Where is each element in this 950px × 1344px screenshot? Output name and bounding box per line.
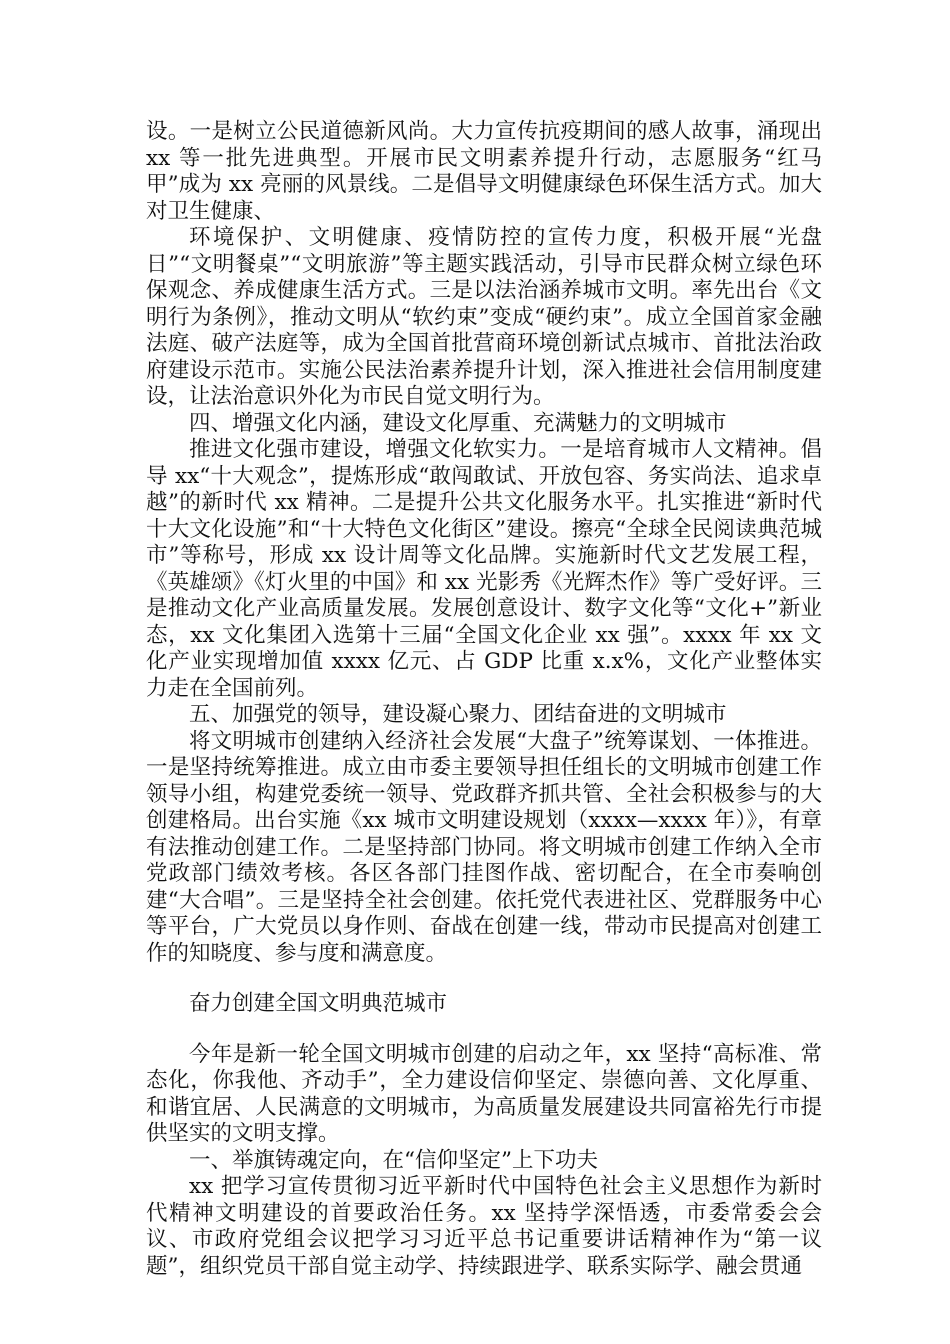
body-paragraph: 今年是新一轮全国文明城市创建的启动之年，xx 坚持“高标准、常态化，你我他、齐动手”，全力建设信仰坚定、崇德向善、文化厚重、和谐宜居、人民满意的文明城市，为高质量发展建设共同富裕先行市提供坚实的文明支撑。: [146, 1041, 822, 1146]
section-heading: 四、增强文化内涵，建设文化厚重、充满魅力的文明城市: [189, 410, 727, 436]
section-heading: 一、举旗铸魂定向，在“信仰坚定”上下功夫: [189, 1147, 598, 1173]
body-paragraph: 环境保护、文明健康、疫情防控的宣传力度，积极开展“光盘日”“文明餐桌”“文明旅游”等主题实践活动，引导市民群众树立绿色环保观念、养成健康生活方式。三是以法治涵养城市文明。率先出台《文明行为条例》，推动文明从“软约束”变成“硬约束”。成立全国首家金融法庭、破产法庭等，成为全国首批营商环境创新试点城市、首批法治政府建设示范市。实施公民法治素养提升计划，深入推进社会信用制度建设，让法治意识外化为市民自觉文明行为。: [146, 225, 822, 409]
body-paragraph: 设。一是树立公民道德新风尚。大力宣传抗疫期间的感人故事，涌现出 xx 等一批先进典型。开展市民文明素养提升行动，志愿服务“红马甲”成为 xx 亮丽的风景线。二是倡导文明健康绿色环保生活方式。加大对卫生健康、: [146, 119, 822, 224]
body-paragraph: 推进文化强市建设，增强文化软实力。一是培育城市人文精神。倡导 xx“十大观念”，提炼形成“敢闯敢试、开放包容、务实尚法、追求卓越”的新时代 xx 精神。二是提升公共文化服务水平。扎实推进“新时代十大文化设施”和“十大特色文化街区”建设。擦亮“全球全民阅读典范城市”等称号，形成 xx 设计周等文化品牌。实施新时代文艺发展工程，《英雄颂》《灯火里的中国》和 xx 光影秀《光辉杰作》等广受好评。三是推动文化产业高质量发展。发展创意设计、数字文化等“文化+”新业态，xx 文化集团入选第十三届“全国文化企业 xx 强”。xxxx 年 xx 文化产业实现增加值 xxxx 亿元、占 GDP 比重 x.x%，文化产业整体实力走在全国前列。: [146, 437, 822, 701]
section-heading: 五、加强党的领导，建设凝心聚力、团结奋进的文明城市: [189, 702, 727, 727]
body-paragraph: 将文明城市创建纳入经济社会发展“大盘子”统筹谋划、一体推进。一是坚持统筹推进。成立由市委主要领导担任组长的文明城市创建工作领导小组，构建党委统一领导、党政群齐抓共管、全社会积极参与的大创建格局。出台实施《xx 城市文明建设规划（xxxx—xxxx 年）》，有章有法推动创建工作。二是坚持部门协同。将文明城市创建工作纳入全市党政部门绩效考核。各区各部门挂图作战、密切配合，在全市奏响创建“大合唱”。三是坚持全社会创建。依托党代表进社区、党群服务中心等平台，广大党员以身作则、奋战在创建一线，带动市民提高对创建工作的知晓度、参与度和满意度。: [146, 728, 822, 966]
article-title: 奋力创建全国文明典范城市: [189, 991, 448, 1016]
document-page: [146, 119, 822, 1280]
body-paragraph: xx 把学习宣传贯彻习近平新时代中国特色社会主义思想作为新时代精神文明建设的首要政治任务。xx 坚持学深悟透，市委常委会会议、市政府党组会议把学习习近平总书记重要讲话精神作为“第一议题”，组织党员干部自觉主动学、持续跟进学、联系实际学、融会贯通: [146, 1174, 822, 1279]
